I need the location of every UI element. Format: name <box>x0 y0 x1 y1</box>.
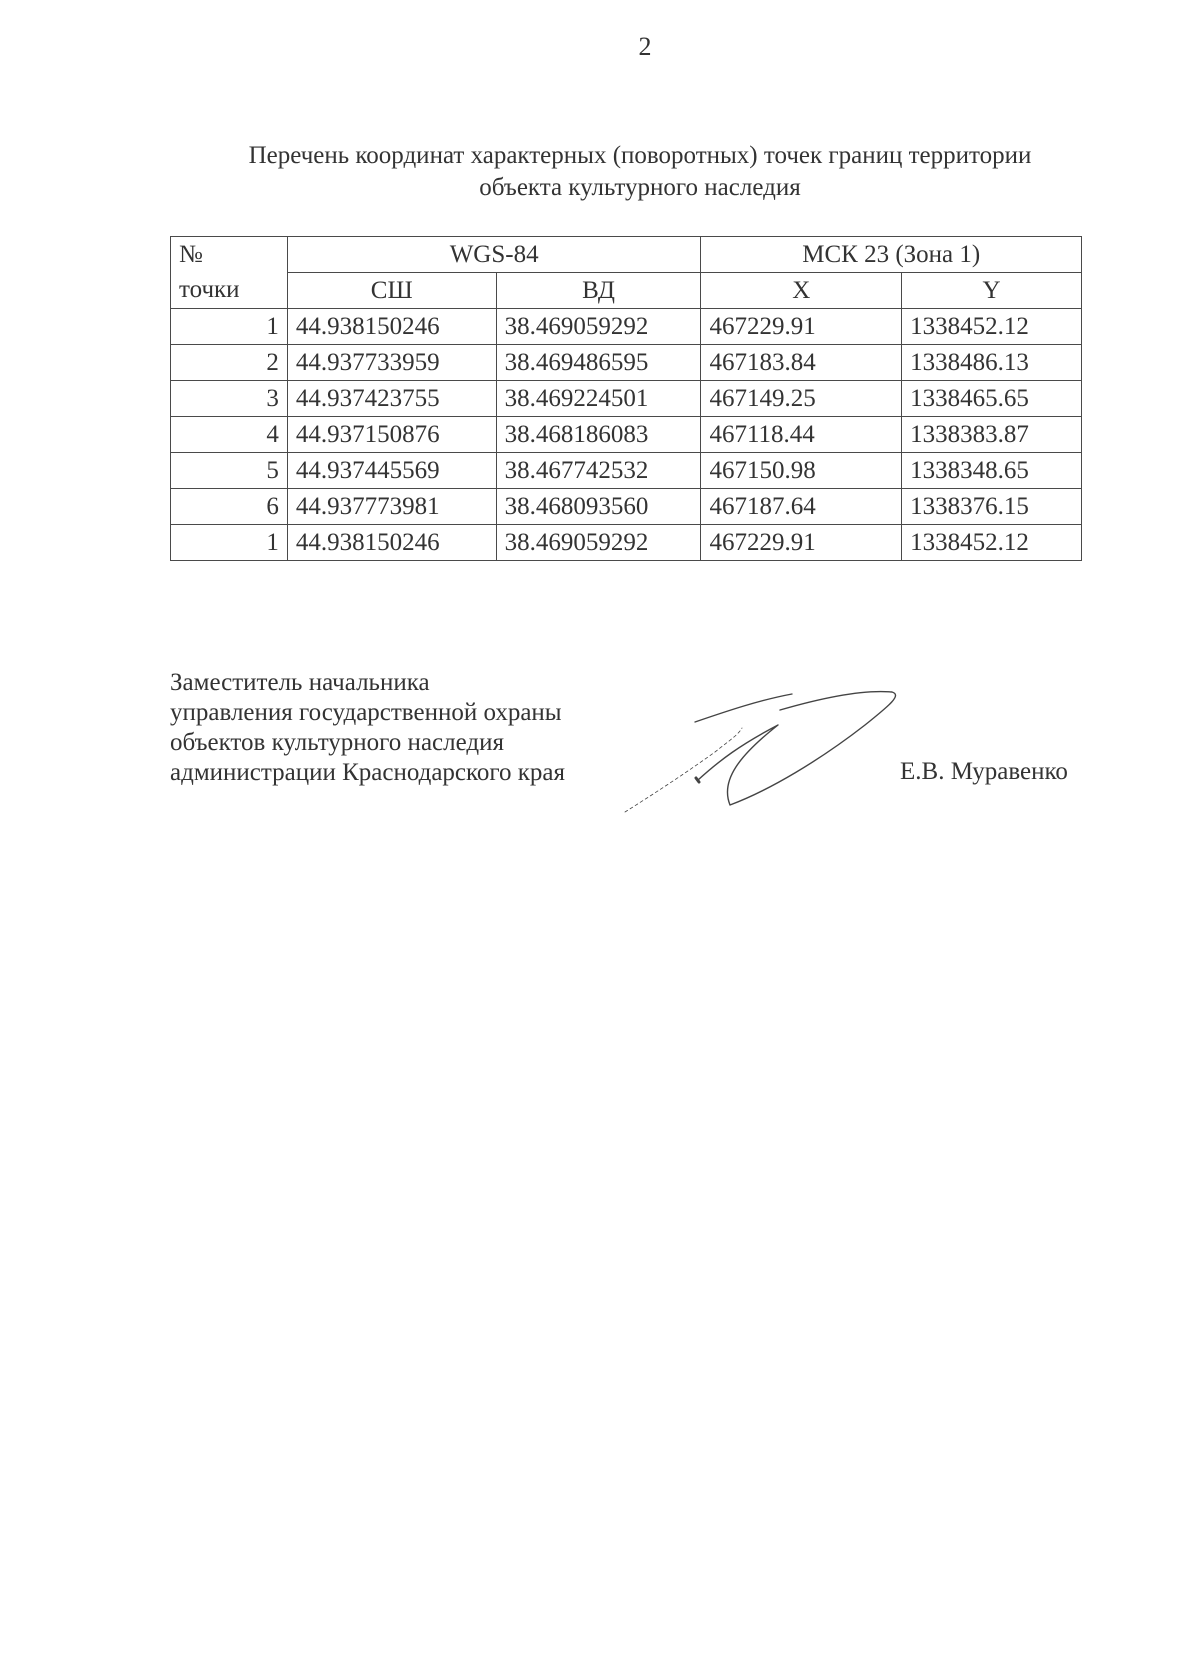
header-wgs84: WGS-84 <box>287 237 701 273</box>
page-number: 2 <box>638 32 652 61</box>
point-number: 1 <box>171 309 288 345</box>
longitude-value: 38.469486595 <box>496 345 701 381</box>
table-header-row-1 <box>171 237 1082 273</box>
point-number: 6 <box>171 489 288 525</box>
point-number: 1 <box>171 525 288 561</box>
table-row <box>171 489 1082 525</box>
header-point-number-line1: № <box>171 237 288 273</box>
x-value: 467150.98 <box>701 453 902 489</box>
table-header-row-2 <box>171 273 1082 309</box>
latitude-value: 44.937445569 <box>287 453 496 489</box>
latitude-value: 44.938150246 <box>287 309 496 345</box>
title-line-2: объекта культурного наследия <box>479 174 801 201</box>
position-line-1: Заместитель начальника <box>170 669 430 696</box>
point-number: 2 <box>171 345 288 381</box>
signer-name: Е.В. Муравенко <box>900 758 1068 785</box>
y-value: 1338452.12 <box>902 525 1082 561</box>
y-value: 1338348.65 <box>902 453 1082 489</box>
latitude-value: 44.937423755 <box>287 381 496 417</box>
latitude-value: 44.937773981 <box>287 489 496 525</box>
latitude-value: 44.938150246 <box>287 525 496 561</box>
table-row <box>171 417 1082 453</box>
longitude-value: 38.469059292 <box>496 525 701 561</box>
title-line-1: Перечень координат характерных (поворотных) точек границ территории <box>248 142 1032 169</box>
table-row <box>171 525 1082 561</box>
y-value: 1338452.12 <box>902 309 1082 345</box>
x-value: 467229.91 <box>701 309 902 345</box>
header-point-number-line2: точки <box>171 273 288 309</box>
y-value: 1338486.13 <box>902 345 1082 381</box>
latitude-value: 44.937733959 <box>287 345 496 381</box>
point-number: 5 <box>171 453 288 489</box>
position-line-2: управления государственной охраны <box>170 699 562 726</box>
longitude-value: 38.469059292 <box>496 309 701 345</box>
longitude-value: 38.468093560 <box>496 489 701 525</box>
signatory-position <box>170 668 565 788</box>
x-value: 467187.64 <box>701 489 902 525</box>
latitude-value: 44.937150876 <box>287 417 496 453</box>
position-line-3: объектов культурного наследия <box>170 729 504 756</box>
point-number: 4 <box>171 417 288 453</box>
header-msk23: МСК 23 (Зона 1) <box>701 237 1082 273</box>
point-number: 3 <box>171 381 288 417</box>
longitude-value: 38.467742532 <box>496 453 701 489</box>
y-value: 1338376.15 <box>902 489 1082 525</box>
y-value: 1338465.65 <box>902 381 1082 417</box>
table-row <box>171 345 1082 381</box>
longitude-value: 38.468186083 <box>496 417 701 453</box>
x-value: 467118.44 <box>701 417 902 453</box>
x-value: 467229.91 <box>701 525 902 561</box>
table-row <box>171 381 1082 417</box>
header-latitude: СШ <box>287 273 496 309</box>
table-row <box>171 453 1082 489</box>
x-value: 467183.84 <box>701 345 902 381</box>
longitude-value: 38.469224501 <box>496 381 701 417</box>
handwritten-signature <box>620 680 920 830</box>
y-value: 1338383.87 <box>902 417 1082 453</box>
document-title <box>150 140 1130 204</box>
header-x: X <box>701 273 902 309</box>
header-y: Y <box>902 273 1082 309</box>
x-value: 467149.25 <box>701 381 902 417</box>
table-row <box>171 309 1082 345</box>
coordinates-table <box>170 236 1082 561</box>
header-longitude: ВД <box>496 273 701 309</box>
position-line-4: администрации Краснодарского края <box>170 759 566 786</box>
